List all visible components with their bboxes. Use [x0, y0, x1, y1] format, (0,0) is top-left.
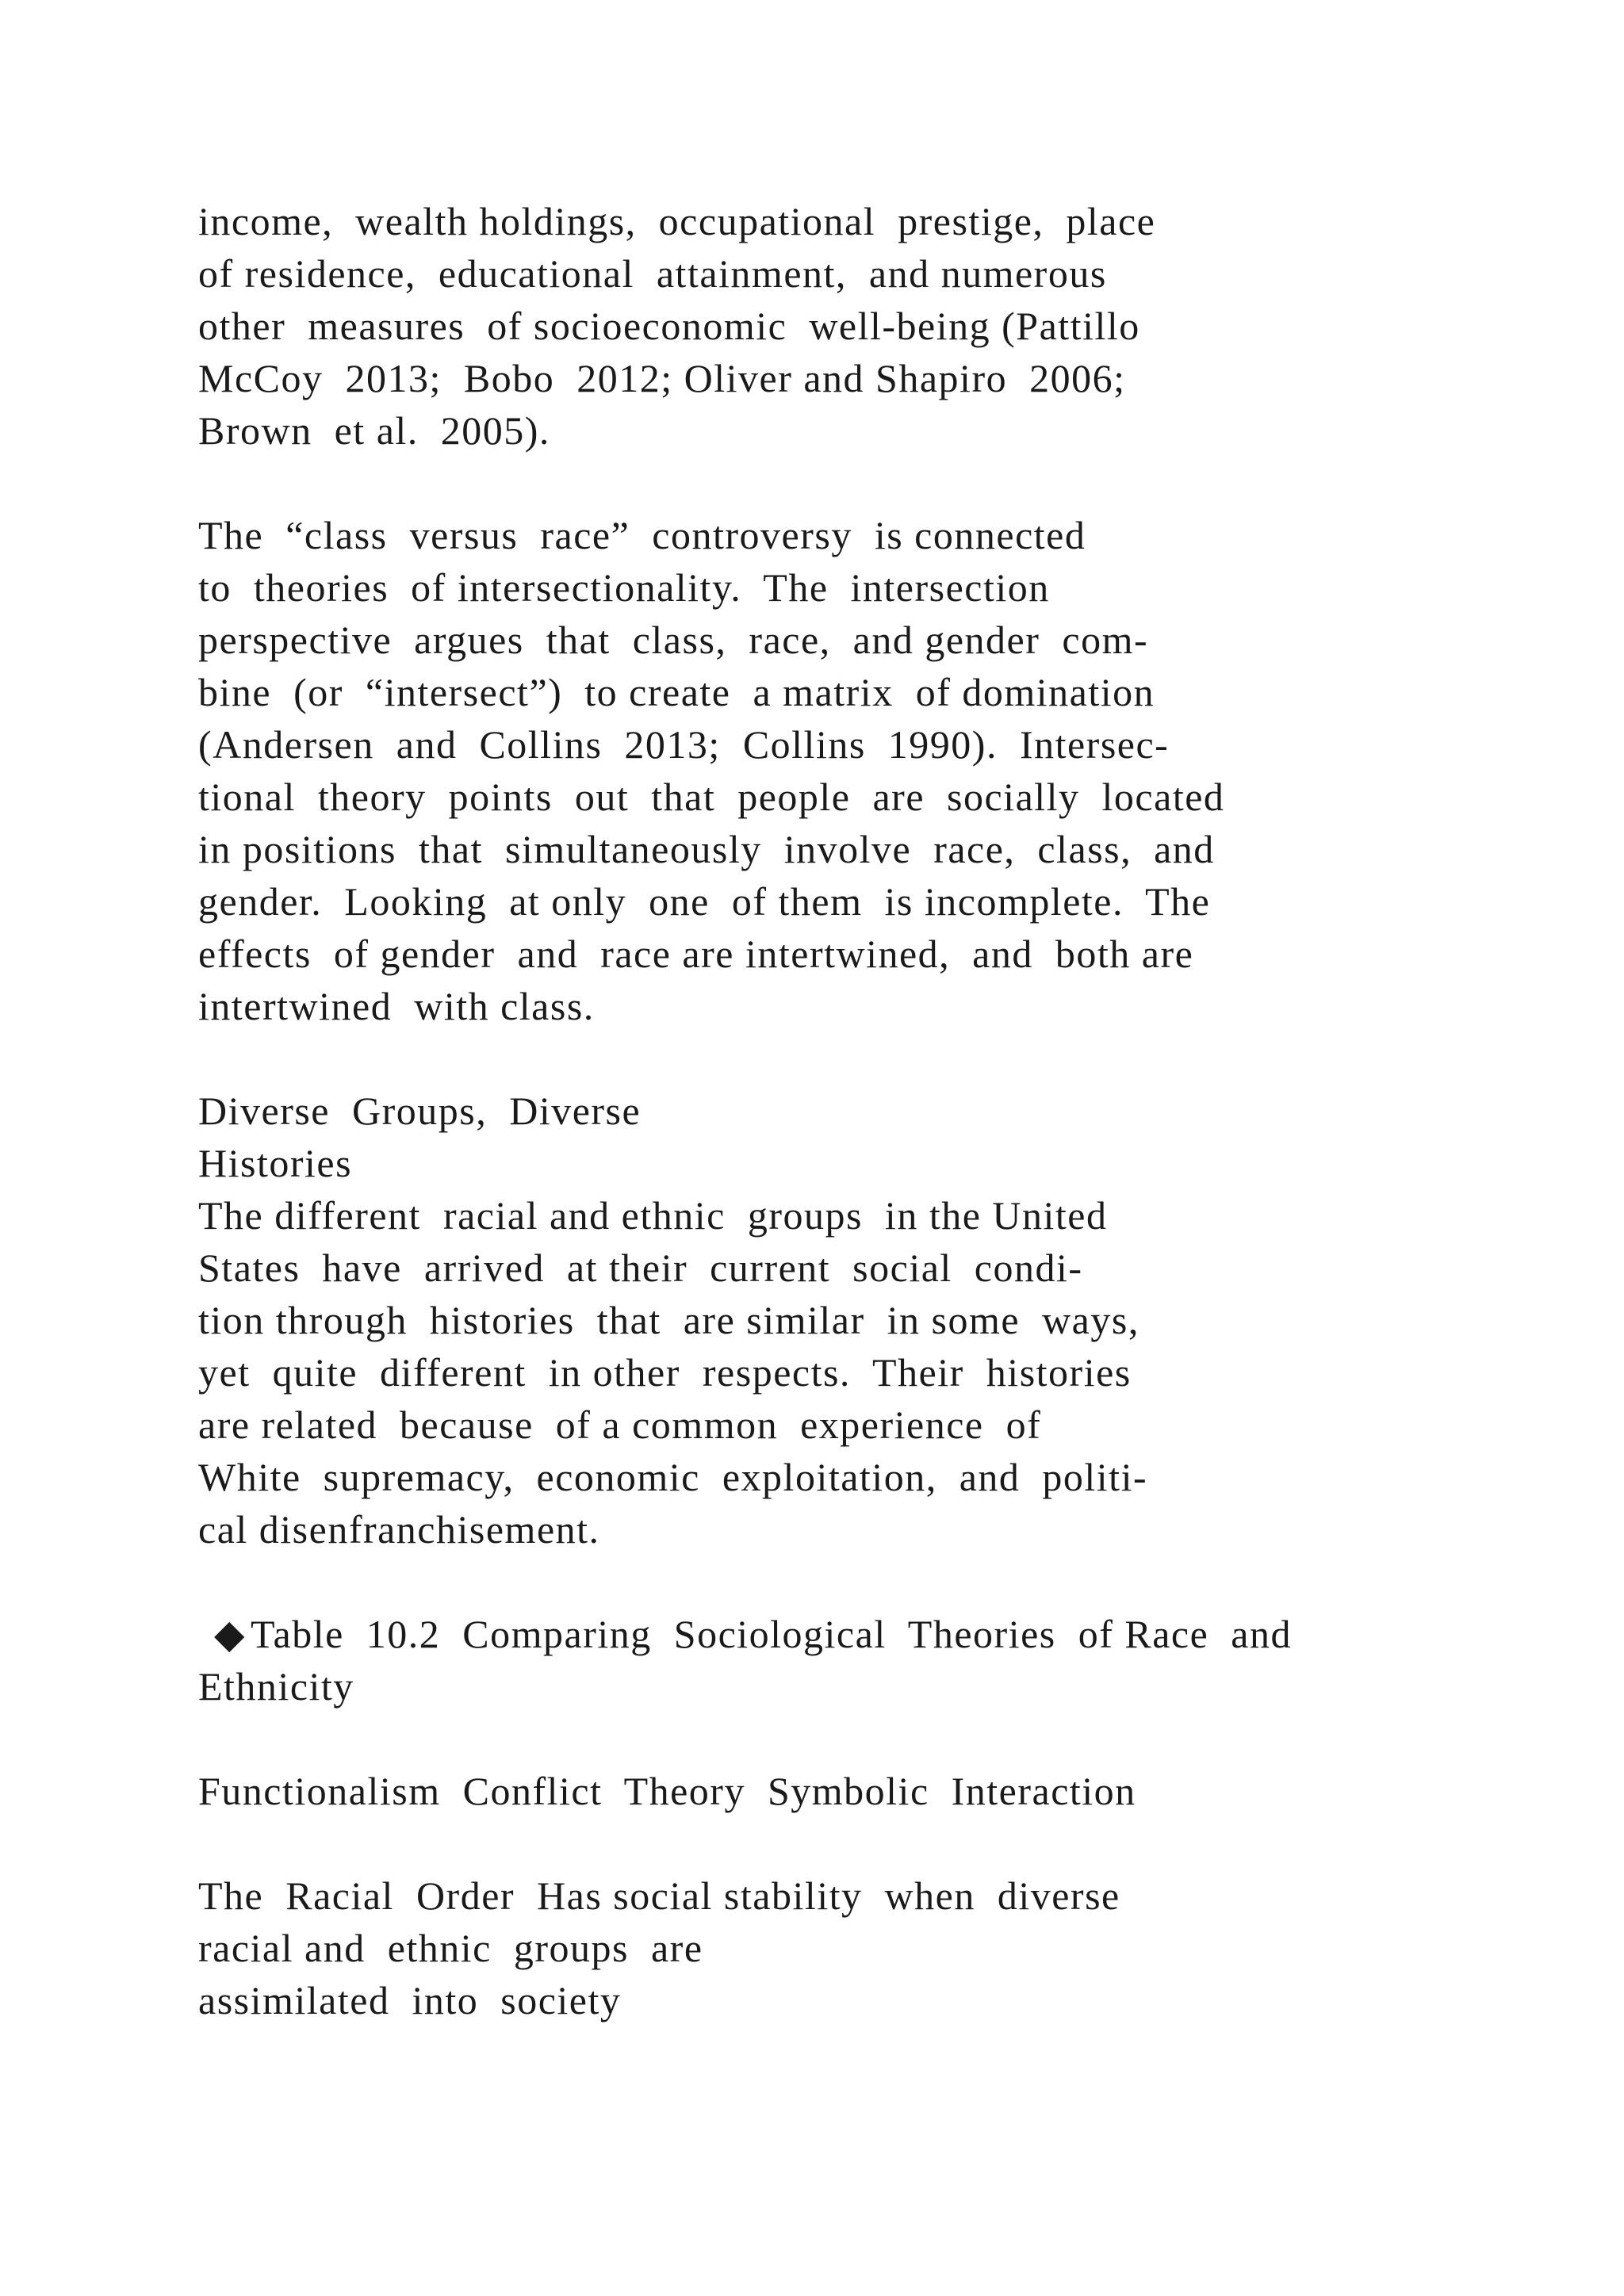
paragraph-2-line: intertwined with class. [198, 984, 595, 1028]
paragraph-1-line: Brown et al. 2005). [198, 408, 550, 453]
diamond-bullet-icon: ◆ [214, 1612, 246, 1656]
paragraph-3-line: cal disenfranchisement. [198, 1507, 600, 1552]
paragraph-3-line: are related because of a common experience of [198, 1402, 1042, 1447]
table-column-headers: Functionalism Conflict Theory Symbolic Interaction [198, 1769, 1136, 1813]
paragraph-3-line: White supremacy, economic exploitation, and politi- [198, 1455, 1148, 1499]
paragraph-2-line: (Andersen and Collins 2013; Collins 1990). Intersec- [198, 722, 1170, 767]
paragraph-3-line: States have arrived at their current social condi- [198, 1246, 1083, 1290]
paragraph-2-line: gender. Looking at only one of them is incomplete. The [198, 879, 1211, 924]
table-caption-continued: Ethnicity [198, 1664, 354, 1709]
paragraph-2-line: perspective argues that class, race, and gender com- [198, 618, 1149, 662]
table-row-line: racial and ethnic groups are [198, 1926, 703, 1970]
section-heading: Diverse Groups, Diverse [198, 1089, 642, 1133]
table-caption [198, 1608, 1292, 1660]
table-row-line: The Racial Order Has social stability when diverse [198, 1873, 1120, 1918]
paragraph-1-line: other measures of socioeconomic well-being (Pattillo [198, 304, 1140, 348]
paragraph-2-line: tional theory points out that people are socially located [198, 775, 1225, 819]
paragraph-1-line: of residence, educational attainment, and numerous [198, 251, 1107, 296]
paragraph-2-line: effects of gender and race are intertwined, and both are [198, 932, 1194, 976]
paragraph-3-line: The different racial and ethnic groups in the United [198, 1193, 1108, 1238]
paragraph-3-line: tion through histories that are similar in some ways, [198, 1298, 1139, 1342]
paragraph-2-line: bine (or “intersect”) to create a matrix of domination [198, 670, 1155, 714]
paragraph-3-line: yet quite different in other respects. Their histories [198, 1350, 1132, 1395]
table-caption-text: Table 10.2 Comparing Sociological Theories of Race and [250, 1612, 1292, 1656]
paragraph-1-line: McCoy 2013; Bobo 2012; Oliver and Shapiro 2006; [198, 356, 1126, 400]
paragraph-2-line: The “class versus race” controversy is connected [198, 513, 1086, 557]
paragraph-2-line: to theories of intersectionality. The intersection [198, 565, 1050, 610]
table-row-line: assimilated into society [198, 1978, 622, 2022]
paragraph-1-line: income, wealth holdings, occupational prestige, place [198, 199, 1156, 243]
paragraph-2-line: in positions that simultaneously involve race, class, and [198, 827, 1215, 871]
section-heading: Histories [198, 1141, 353, 1185]
